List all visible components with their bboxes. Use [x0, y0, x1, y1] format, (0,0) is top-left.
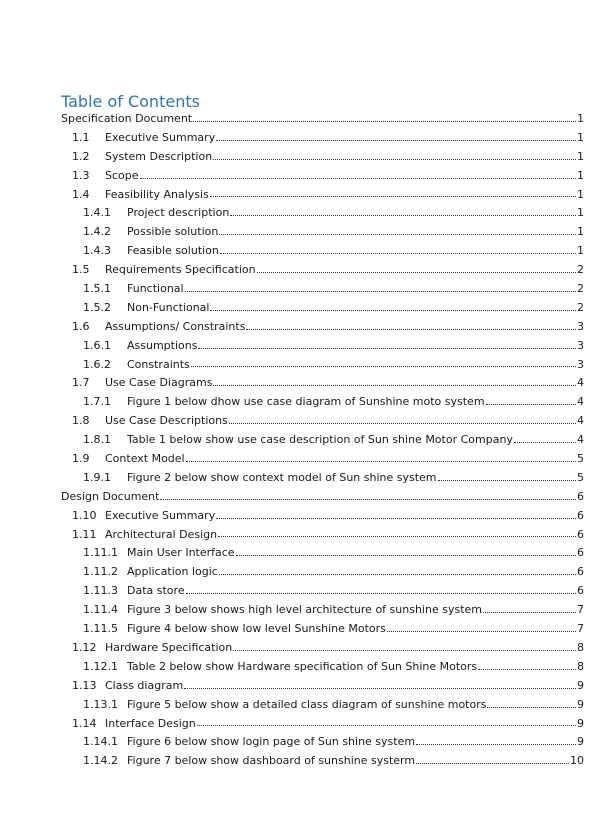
toc-entry-label: Figure 6 below show login page of Sun shine system	[127, 735, 416, 749]
toc-entry-label: Non-Functional	[127, 300, 210, 314]
toc-entry-number: 1.4	[72, 187, 90, 201]
toc-entry-page-number: 1	[577, 225, 584, 239]
toc-entry[interactable]	[0, 696, 584, 715]
toc-entry[interactable]	[0, 752, 584, 771]
dot-leader	[478, 669, 576, 670]
dot-leader	[246, 329, 576, 330]
dot-leader	[487, 707, 576, 708]
toc-entry-page-number: 4	[577, 414, 584, 428]
toc-entry-page-number: 3	[577, 338, 584, 352]
toc-entry[interactable]	[0, 563, 584, 582]
dot-leader	[514, 442, 576, 443]
dot-leader	[229, 423, 576, 424]
toc-entry-label: Figure 2 below show context model of Sun shine system	[127, 470, 437, 484]
dot-leader	[160, 499, 576, 500]
dot-leader	[236, 555, 576, 556]
toc-entry-label: Assumptions	[127, 338, 198, 352]
toc-entry-page-number: 9	[577, 678, 584, 692]
toc-entry-label: Use Case Descriptions	[105, 414, 228, 428]
toc-entry-number: 1.11.1	[83, 546, 118, 560]
toc-entry-label: Figure 1 below dhow use case diagram of Sunshine moto system	[127, 395, 485, 409]
toc-entry-page-number: 9	[577, 735, 584, 749]
dot-leader	[193, 121, 576, 122]
toc-entry-label: Specification Document	[61, 112, 193, 125]
toc-entry-page-number: 9	[577, 716, 584, 730]
toc-entry-page-number: 2	[577, 263, 584, 277]
dot-leader	[186, 461, 576, 462]
toc-entry-page-number: 7	[577, 622, 584, 636]
toc-entry-page-number: 1	[577, 149, 584, 163]
toc-entry-page-number: 1	[577, 244, 584, 258]
dot-leader	[210, 196, 576, 197]
toc-entry-number: 1.6	[72, 319, 90, 333]
toc-entry-number: 1.13.1	[83, 697, 118, 711]
toc-entry[interactable]	[0, 261, 584, 280]
toc-entry-number: 1.12	[72, 640, 97, 654]
toc-entry[interactable]	[0, 544, 584, 563]
toc-entry-label: Possible solution	[127, 225, 219, 239]
toc-entry-number: 1.4.1	[83, 206, 111, 220]
toc-entry-label: Architectural Design	[105, 527, 218, 541]
dot-leader	[210, 310, 576, 311]
toc-entry-label: Project description	[127, 206, 230, 220]
toc-entry[interactable]	[0, 374, 584, 393]
toc-entry-number: 1.11.2	[83, 565, 118, 579]
toc-entry-label: Figure 4 below show low level Sunshine Motors	[127, 622, 386, 636]
toc-entry-number: 1.13	[72, 678, 97, 692]
toc-entry-number: 1.6.1	[83, 338, 111, 352]
dot-leader	[186, 593, 576, 594]
toc-entry-page-number: 1	[577, 206, 584, 220]
dot-leader	[216, 140, 576, 141]
dot-leader	[216, 518, 576, 519]
dot-leader	[220, 253, 576, 254]
toc-entry-label: Feasibility Analysis	[105, 187, 209, 201]
dot-leader	[219, 574, 576, 575]
dot-leader	[416, 744, 576, 745]
toc-entry-page-number: 5	[577, 470, 584, 484]
toc-entry-label: Table 2 below show Hardware specification of Sun Shine Motors	[127, 659, 478, 673]
toc-entry-page-number: 1	[577, 187, 584, 201]
toc-entry-label: Interface Design	[105, 716, 196, 730]
toc-entry-label: Use Case Diagrams	[105, 376, 213, 390]
toc-entry[interactable]	[0, 620, 584, 639]
toc-entry-page-number: 7	[577, 603, 584, 617]
toc-entry-label: Hardware Specification	[105, 640, 233, 654]
toc-entry[interactable]	[0, 431, 584, 450]
toc-entry-number: 1.11	[72, 527, 97, 541]
toc-entry-label: Scope	[105, 168, 139, 182]
toc-entry[interactable]	[0, 167, 584, 186]
toc-entry[interactable]	[0, 507, 584, 526]
toc-list	[0, 110, 612, 771]
toc-entry[interactable]	[0, 450, 584, 469]
dot-leader	[233, 650, 576, 651]
dot-leader	[191, 366, 576, 367]
toc-entry-label: Context Model	[105, 452, 185, 466]
toc-entry-number: 1.7.1	[83, 395, 111, 409]
toc-entry-label: System Description	[105, 149, 213, 163]
dot-leader	[257, 272, 576, 273]
toc-entry-number: 1.14.2	[83, 754, 118, 768]
toc-entry-page-number: 3	[577, 357, 584, 371]
toc-entry-label: Main User Interface	[127, 546, 235, 560]
toc-entry-label: Constraints	[127, 357, 190, 371]
toc-entry-page-number: 10	[570, 754, 584, 768]
toc-entry-number: 1.11.3	[83, 584, 118, 598]
toc-entry-label: Table 1 below show use case description of Sun shine Motor Company	[127, 433, 513, 447]
dot-leader	[213, 385, 576, 386]
toc-entry-page-number: 1	[577, 112, 584, 125]
toc-entry[interactable]	[0, 582, 584, 601]
toc-entry[interactable]	[0, 715, 584, 734]
dot-leader	[213, 159, 576, 160]
toc-entry[interactable]	[0, 129, 584, 148]
toc-entry-page-number: 6	[577, 508, 584, 522]
toc-entry[interactable]	[0, 658, 584, 677]
toc-entry-page-number: 6	[577, 565, 584, 579]
toc-title: Table of Contents	[61, 92, 200, 111]
toc-entry[interactable]	[0, 318, 584, 337]
toc-entry-label: Class diagram	[105, 678, 184, 692]
toc-entry-page-number: 9	[577, 697, 584, 711]
toc-entry-number: 1.1	[72, 130, 90, 144]
toc-entry[interactable]	[0, 601, 584, 620]
toc-entry-number: 1.6.2	[83, 357, 111, 371]
toc-entry[interactable]	[0, 526, 584, 545]
toc-entry[interactable]	[0, 469, 584, 488]
toc-entry-label: Application logic	[127, 565, 218, 579]
toc-entry[interactable]	[0, 110, 584, 129]
dot-leader	[483, 612, 576, 613]
dot-leader	[184, 688, 576, 689]
toc-entry-page-number: 2	[577, 282, 584, 296]
toc-entry[interactable]	[0, 356, 584, 375]
toc-entry-number: 1.14.1	[83, 735, 118, 749]
toc-entry[interactable]	[0, 639, 584, 658]
toc-entry-number: 1.9	[72, 452, 90, 466]
toc-entry-page-number: 8	[577, 659, 584, 673]
toc-entry[interactable]	[0, 488, 584, 507]
toc-entry[interactable]	[0, 299, 584, 318]
toc-entry-label: Executive Summary	[105, 130, 216, 144]
dot-leader	[486, 404, 576, 405]
toc-entry-number: 1.11.4	[83, 603, 118, 617]
toc-entry[interactable]	[0, 148, 584, 167]
toc-entry-page-number: 6	[577, 546, 584, 560]
toc-entry-number: 1.9.1	[83, 470, 111, 484]
toc-entry[interactable]	[0, 393, 584, 412]
toc-entry-number: 1.3	[72, 168, 90, 182]
toc-entry-label: Executive Summary	[105, 508, 216, 522]
toc-entry-number: 1.4.3	[83, 244, 111, 258]
toc-entry-number: 1.12.1	[83, 659, 118, 673]
toc-entry[interactable]	[0, 337, 584, 356]
toc-entry[interactable]	[0, 412, 584, 431]
toc-entry-label: Design Document	[61, 489, 160, 503]
toc-entry-page-number: 2	[577, 300, 584, 314]
toc-entry-number: 1.5.1	[83, 282, 111, 296]
toc-entry-number: 1.10	[72, 508, 97, 522]
toc-entry[interactable]	[0, 204, 584, 223]
toc-entry[interactable]	[0, 223, 584, 242]
toc-entry-page-number: 6	[577, 584, 584, 598]
toc-entry-page-number: 6	[577, 527, 584, 541]
toc-entry-number: 1.4.2	[83, 225, 111, 239]
toc-entry-page-number: 4	[577, 433, 584, 447]
toc-entry-label: Figure 3 below shows high level architecture of sunshine system	[127, 603, 482, 617]
dot-leader	[219, 234, 576, 235]
toc-entry-number: 1.11.5	[83, 622, 118, 636]
toc-entry-page-number: 1	[577, 168, 584, 182]
toc-entry[interactable]	[0, 677, 584, 696]
dot-leader	[230, 215, 576, 216]
dot-leader	[185, 291, 576, 292]
toc-entry-label: Feasible solution	[127, 244, 219, 258]
toc-entry-page-number: 5	[577, 452, 584, 466]
toc-entry-page-number: 4	[577, 395, 584, 409]
toc-entry-number: 1.14	[72, 716, 97, 730]
toc-entry-number: 1.8	[72, 414, 90, 428]
toc-entry-number: 1.5	[72, 263, 90, 277]
toc-entry-label: Assumptions/ Constraints	[105, 319, 246, 333]
toc-entry-label: Data store	[127, 584, 185, 598]
toc-entry[interactable]	[0, 186, 584, 205]
dot-leader	[198, 348, 576, 349]
toc-entry-number: 1.8.1	[83, 433, 111, 447]
toc-entry[interactable]	[0, 733, 584, 752]
toc-entry-label: Functional	[127, 282, 184, 296]
toc-entry[interactable]	[0, 242, 584, 261]
toc-entry-label: Requirements Specification	[105, 263, 256, 277]
dot-leader	[197, 725, 576, 726]
toc-entry-page-number: 8	[577, 640, 584, 654]
toc-entry-page-number: 6	[577, 489, 584, 503]
toc-entry-number: 1.7	[72, 376, 90, 390]
dot-leader	[387, 631, 576, 632]
toc-entry-page-number: 3	[577, 319, 584, 333]
toc-entry-label: Figure 7 below show dashboard of sunshine systerm	[127, 754, 416, 768]
dot-leader	[416, 763, 569, 764]
toc-entry-page-number: 4	[577, 376, 584, 390]
toc-entry-label: Figure 5 below show a detailed class diagram of sunshine motors	[127, 697, 487, 711]
toc-entry[interactable]	[0, 280, 584, 299]
dot-leader	[218, 536, 576, 537]
dot-leader	[140, 178, 576, 179]
toc-entry-page-number: 1	[577, 130, 584, 144]
toc-entry-number: 1.5.2	[83, 300, 111, 314]
toc-entry-number: 1.2	[72, 149, 90, 163]
dot-leader	[438, 480, 576, 481]
